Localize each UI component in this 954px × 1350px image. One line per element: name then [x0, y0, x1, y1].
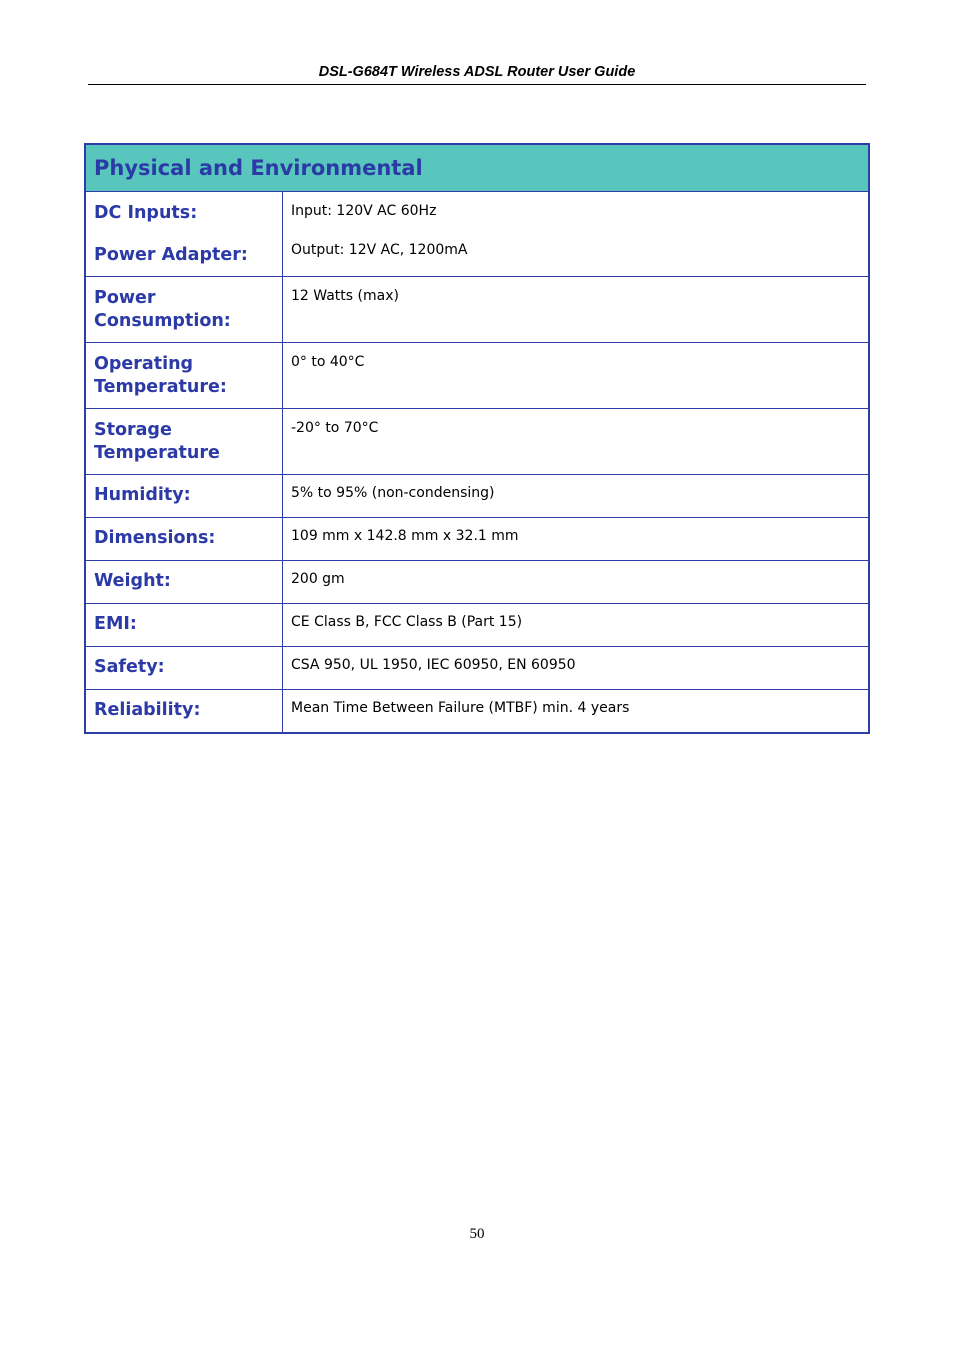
page-header: DSL-G684T Wireless ADSL Router User Guide — [88, 62, 866, 85]
storage-temperature-label-line1: Storage — [94, 420, 172, 440]
spec-label-cell — [85, 192, 283, 277]
dc-output-value: Output: 12V AC, 1200mA — [291, 242, 468, 258]
spec-label-cell — [85, 277, 283, 343]
reliability-label: Reliability: — [85, 690, 283, 733]
storage-temperature-label-line2: Temperature — [94, 443, 220, 463]
table-row-storage-temperature — [85, 409, 869, 475]
physical-environmental-table — [84, 143, 870, 734]
spec-label-cell — [85, 409, 283, 475]
reliability-value: Mean Time Between Failure (MTBF) min. 4 years — [291, 700, 630, 716]
storage-temperature-value: -20° to 70°C — [291, 420, 379, 436]
safety-label: Safety: — [85, 647, 283, 690]
power-adapter-label: Power Adapter: — [94, 245, 248, 265]
table-row-emi — [85, 604, 869, 647]
weight-value: 200 gm — [291, 571, 345, 587]
table-row-power-consumption — [85, 277, 869, 343]
dimensions-label: Dimensions: — [85, 518, 283, 561]
page-number: 50 — [469, 1226, 485, 1242]
table-title-row — [85, 144, 869, 192]
dc-input-value: Input: 120V AC 60Hz — [291, 203, 437, 219]
operating-temperature-label-line2: Temperature: — [94, 377, 227, 397]
table-row-safety — [85, 647, 869, 690]
spec-label-cell — [85, 343, 283, 409]
humidity-value: 5% to 95% (non-condensing) — [291, 485, 495, 501]
emi-label: EMI: — [85, 604, 283, 647]
table-row-reliability — [85, 690, 869, 733]
dc-inputs-label: DC Inputs: — [94, 203, 198, 223]
power-consumption-value: 12 Watts (max) — [291, 288, 399, 304]
power-consumption-label-line2: Consumption: — [94, 311, 231, 331]
emi-value: CE Class B, FCC Class B (Part 15) — [291, 614, 523, 630]
weight-label: Weight: — [85, 561, 283, 604]
humidity-label: Humidity: — [85, 475, 283, 518]
power-consumption-label-line1: Power — [94, 288, 156, 308]
table-row-operating-temperature — [85, 343, 869, 409]
table-row-dc-inputs — [85, 192, 869, 277]
table-title: Physical and Environmental — [85, 144, 869, 192]
operating-temperature-label-line1: Operating — [94, 354, 194, 374]
safety-value: CSA 950, UL 1950, IEC 60950, EN 60950 — [291, 657, 576, 673]
table-row-humidity — [85, 475, 869, 518]
dimensions-value: 109 mm x 142.8 mm x 32.1 mm — [291, 528, 519, 544]
spec-value-cell — [283, 192, 870, 277]
table-row-weight — [85, 561, 869, 604]
operating-temperature-value: 0° to 40°C — [291, 354, 365, 370]
table-row-dimensions — [85, 518, 869, 561]
